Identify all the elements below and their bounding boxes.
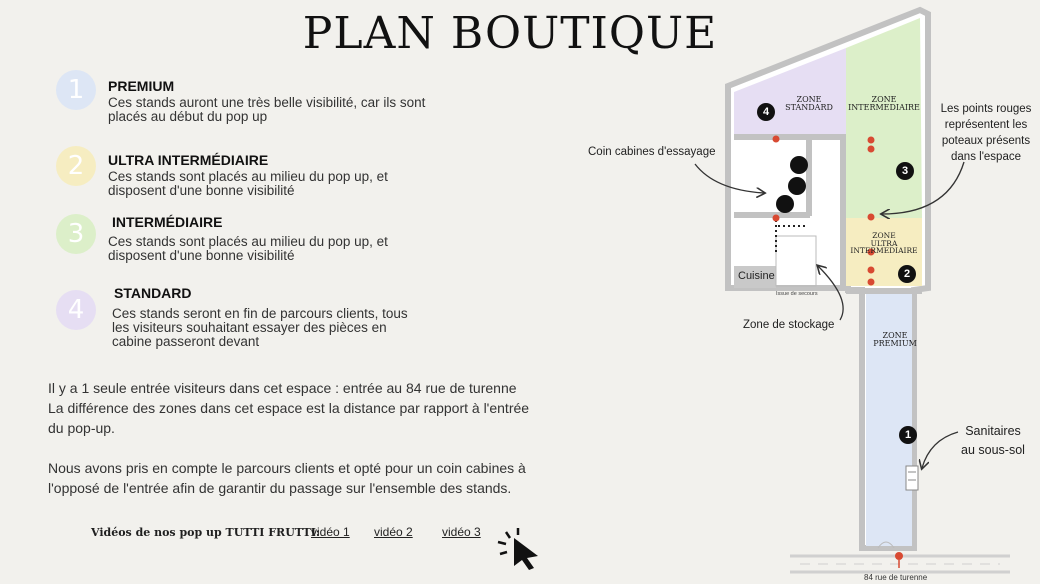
annotation-sanitaires: Sanitaires au sous-sol: [961, 424, 1025, 457]
tier-description: Ces stands seront en fin de parcours clients, tous les visiteurs souhaitant essayer des pièces en cabine passeront devant: [112, 306, 408, 349]
zone-number-badge: 3: [896, 162, 914, 180]
zone-number-badge: 1: [899, 426, 917, 444]
annotation-cabines: Coin cabines d'essayage: [588, 146, 716, 158]
tier-description: Ces stands sont placés au milieu du pop up, et disposent d'une bonne visibilité: [108, 169, 388, 198]
videos-label: Vidéos de nos pop up TUTTI FRUTTI:: [91, 526, 320, 539]
street-label: 84 rue de turenne: [864, 573, 928, 582]
zone-premium-label: ZONE PREMIUM: [873, 331, 917, 348]
tier-name: STANDARD: [114, 285, 192, 301]
zone-number-badge: 2: [898, 265, 916, 283]
tier-description: Ces stands auront une très belle visibilité, car ils sont placés au début du pop up: [108, 95, 426, 124]
tier-number-badge: 3: [56, 214, 96, 254]
zone-ultra-label: ZONE ULTRA INTERMEDIAIRE: [850, 231, 918, 255]
zone-intermediaire-area: [846, 18, 922, 218]
tier-name: ULTRA INTERMÉDIAIRE: [108, 152, 269, 168]
entrance-paragraph: Il y a 1 seule entrée visiteurs dans cet espace : entrée au 84 rue de turenne La différence des zones dans cet espace est la distance par rapport à l'entrée du pop-up.: [48, 380, 530, 436]
tier-number-badge: 4: [56, 290, 96, 330]
zone-number-badge: 4: [757, 103, 775, 121]
tier-description: Ces stands sont placés au milieu du pop up, et disposent d'une bonne visibilité: [108, 234, 388, 263]
tier-number-badge: 1: [56, 70, 96, 110]
location-pin-icon: [895, 552, 903, 568]
annotation-poteaux: Les points rouges représentent les poteaux présents dans l'espace: [940, 103, 1032, 163]
annotation-stockage: Zone de stockage: [743, 319, 835, 331]
tier-name: INTERMÉDIAIRE: [112, 214, 223, 230]
zone-intermediaire-label: ZONE INTERMEDIAIRE: [848, 95, 920, 112]
emergency-exit-label: Issue de secours: [776, 291, 818, 297]
video-link-1[interactable]: vidéo 1: [311, 525, 350, 539]
video-link-2[interactable]: vidéo 2: [374, 525, 413, 539]
tier-name: PREMIUM: [108, 78, 175, 94]
tier-number-badge: 2: [56, 146, 96, 186]
page-title: PLAN BOUTIQUE: [302, 8, 718, 59]
video-link-3[interactable]: vidéo 3: [442, 525, 481, 539]
cuisine-label: Cuisine: [738, 270, 775, 282]
zone-standard-label: ZONE STANDARD: [785, 95, 833, 112]
route-paragraph: Nous avons pris en compte le parcours clients et opté pour un coin cabines à l'opposé de l'entrée afin de garantir du passage sur l'ensemble des stands.: [48, 460, 526, 496]
